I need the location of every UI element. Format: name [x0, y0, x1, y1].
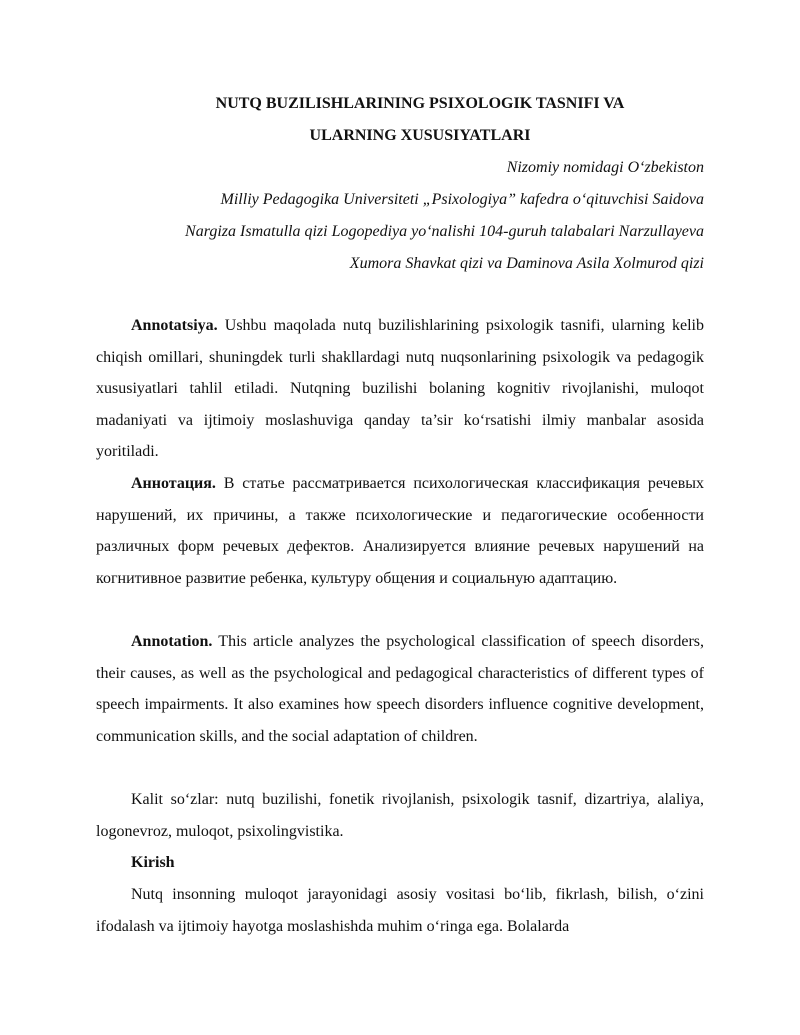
- abstract-english-label: Annotation.: [131, 633, 213, 650]
- intro-paragraph: Nutq insonning muloqot jarayonidagi asosiy vositasi bo‘lib, fikrlash, bilish, o‘zini ifodalash va ijtimoiy hayotga moslashishda muhim o‘ringa ega. Bolalarda: [96, 886, 704, 935]
- author-affiliation-line-1: Nizomiy nomidagi O‘zbekiston: [506, 159, 704, 176]
- abstract-english-text: This article analyzes the psychological classification of speech disorders, their causes, as well as the psychological and pedagogical characteristics of different types of speech impairments. It also examines how speech disorders influence cognitive development, communication skills, and the social adaptation of children.: [96, 633, 704, 745]
- abstract-uzbek-label: Annotatsiya.: [131, 317, 218, 334]
- author-affiliation-line-3: Nargiza Ismatulla qizi Logopediya yo‘nalishi 104-guruh talabalari Narzullayeva: [185, 223, 704, 240]
- abstract-russian-text: В статье рассматривается психологическая классификация речевых нарушений, их причины, а также психологические и педагогические особенности различных форм речевых дефектов. Анализируется влияние речевых нарушений на когнитивное развитие ребенка, культуру общения и социальную адаптацию.: [96, 475, 704, 587]
- keywords-section: [96, 784, 704, 847]
- paper-title-line-2: ULARNING XUSUSIYATLARI: [309, 127, 531, 144]
- abstract-english: [96, 626, 704, 752]
- abstract-uzbek-text: Ushbu maqolada nutq buzilishlarining psixologik tasnifi, ularning kelib chiqish omillari, shuningdek turli shakllardagi nutq nuqsonlarining psixologik va pedagogik xususiyatlari tahlil etiladi. Nutqning buzilishi bolaning kognitiv rivojlanishi, muloqot madaniyati va ijtimoiy moslashuviga qanday ta’sir ko‘rsatishi ilmiy manbalar asosida yoritiladi.: [96, 317, 704, 461]
- paper-title-line-1: NUTQ BUZILISHLARINING PSIXOLOGIK TASNIFI VA: [215, 95, 625, 112]
- abstract-russian: [96, 468, 704, 594]
- author-affiliation-line-2: Milliy Pedagogika Universiteti „Psixologiya” kafedra o‘qituvchisi Saidova: [220, 191, 704, 208]
- keywords-text: Kalit so‘zlar: nutq buzilishi, fonetik rivojlanish, psixologik tasnif, dizartriya, alaliya, logonevroz, muloqot, psixolingvistika.: [96, 791, 704, 840]
- abstract-english-paragraph: [96, 626, 704, 752]
- author-affiliation-line-4: Xumora Shavkat qizi va Daminova Asila Xolmurod qizi: [349, 255, 704, 272]
- abstract-russian-paragraph: [96, 468, 704, 594]
- section-heading-introduction: Kirish: [131, 854, 175, 871]
- abstract-uzbek-paragraph: [96, 310, 704, 468]
- intro-heading-block: [96, 847, 704, 879]
- intro-body-block: [96, 879, 704, 942]
- abstract-russian-label: Аннотация.: [131, 475, 216, 492]
- abstract-uzbek: [96, 310, 704, 468]
